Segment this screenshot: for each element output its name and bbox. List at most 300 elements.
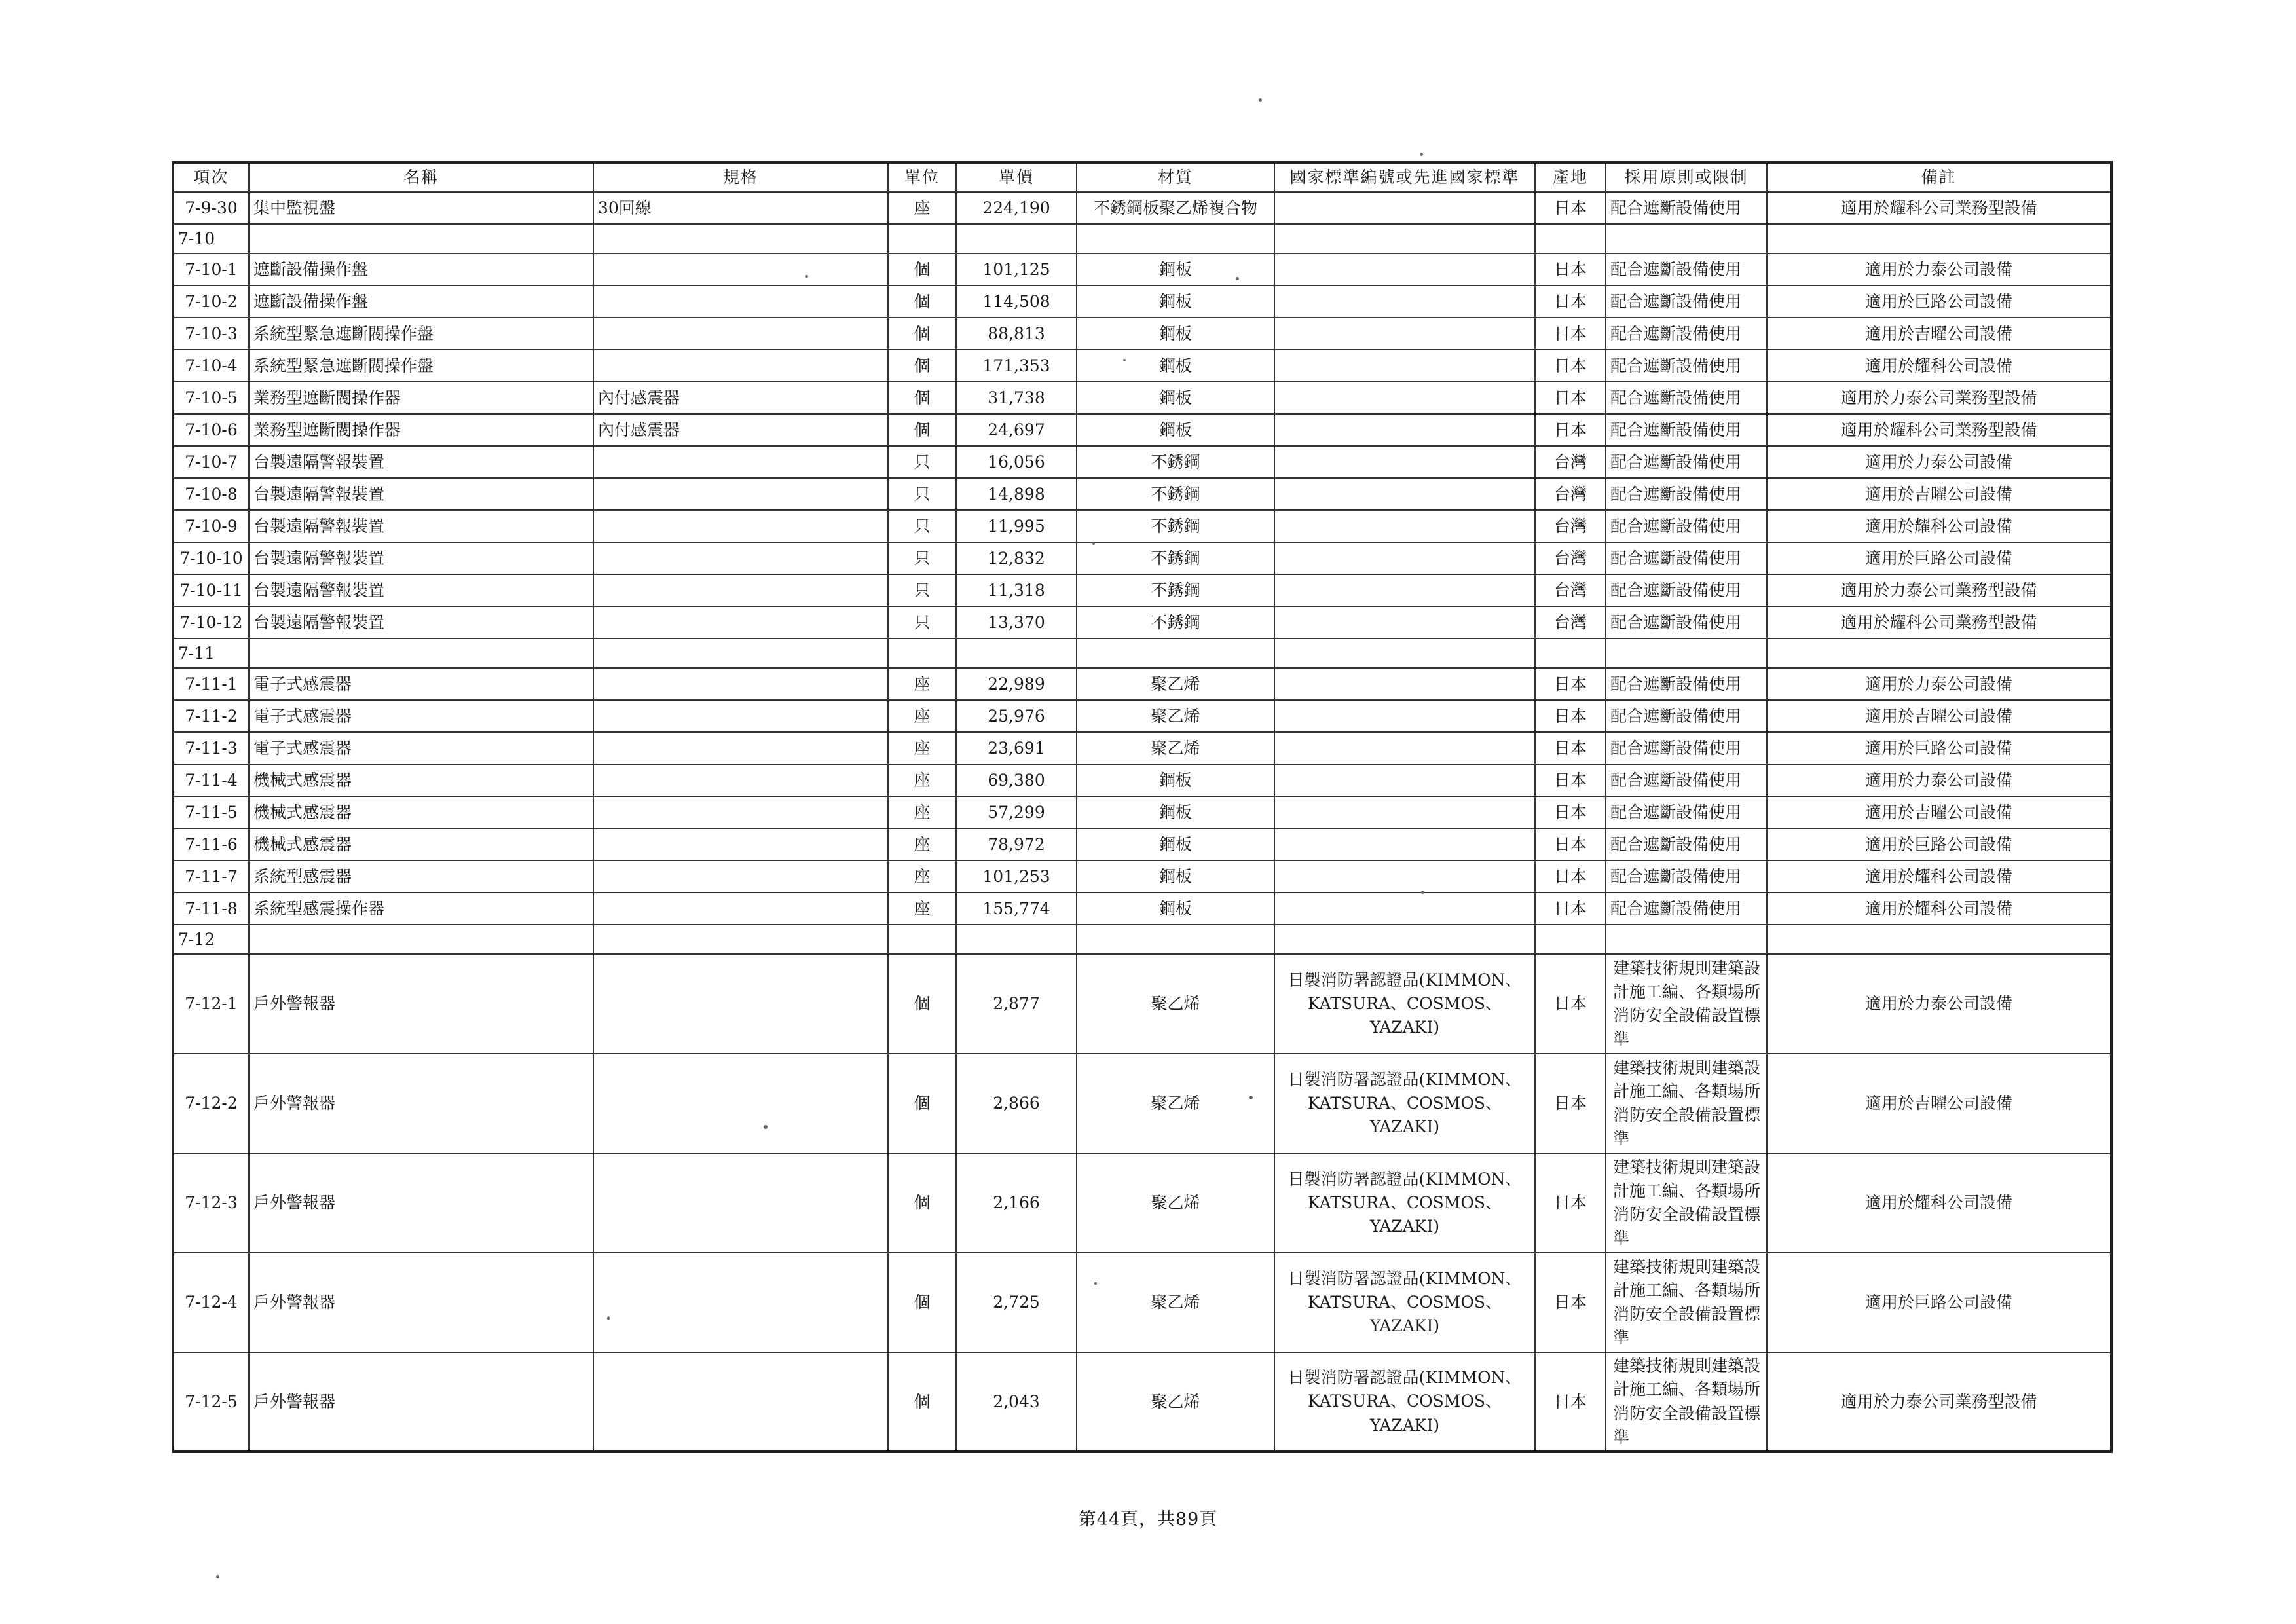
item-origin-cell: 日本: [1535, 414, 1606, 446]
item-note-cell: [1767, 925, 2111, 954]
item-material-cell: 聚乙烯: [1077, 954, 1274, 1054]
item-rule-cell: 建築技術規則建築設計施工編、各類場所消防安全設備設置標準: [1606, 1054, 1767, 1153]
item-name-cell: 台製遠隔警報裝置: [249, 606, 593, 638]
item-unit-cell: 個: [888, 253, 956, 286]
item-no-cell: 7-12-4: [173, 1253, 249, 1352]
item-no-cell: 7-10: [173, 224, 249, 253]
col-header-origin: 產地: [1535, 162, 1606, 192]
item-note-cell: 適用於巨路公司設備: [1767, 542, 2111, 574]
item-origin-cell: 台灣: [1535, 478, 1606, 510]
item-no-cell: 7-10-9: [173, 510, 249, 542]
item-rule-cell: 配合遮斷設備使用: [1606, 253, 1767, 286]
item-material-cell: 不銹鋼板聚乙烯複合物: [1077, 192, 1274, 224]
item-name-cell: 業務型遮斷閥操作器: [249, 414, 593, 446]
item-no-cell: 7-10-6: [173, 414, 249, 446]
item-price-cell: 101,125: [956, 253, 1077, 286]
scan-speck: [805, 275, 808, 278]
item-name-cell: 電子式感震器: [249, 700, 593, 732]
item-note-cell: 適用於力泰公司設備: [1767, 764, 2111, 796]
item-price-cell: 114,508: [956, 286, 1077, 318]
item-spec-cell: [593, 860, 888, 893]
item-standard-cell: 日製消防署認證品(KIMMON、KATSURA、COSMOS、YAZAKI): [1274, 954, 1535, 1054]
item-rule-cell: 配合遮斷設備使用: [1606, 192, 1767, 224]
item-price-cell: 25,976: [956, 700, 1077, 732]
item-origin-cell: 日本: [1535, 668, 1606, 700]
item-price-cell: 224,190: [956, 192, 1077, 224]
item-material-cell: 鋼板: [1077, 350, 1274, 382]
item-price-cell: 88,813: [956, 318, 1077, 350]
item-origin-cell: 日本: [1535, 318, 1606, 350]
item-note-cell: 適用於巨路公司設備: [1767, 286, 2111, 318]
item-spec-cell: [593, 954, 888, 1054]
item-name-cell: 系統型緊急遮斷閥操作盤: [249, 318, 593, 350]
item-material-cell: 聚乙烯: [1077, 1153, 1274, 1253]
item-note-cell: 適用於力泰公司設備: [1767, 446, 2111, 478]
item-price-cell: 2,725: [956, 1253, 1077, 1352]
item-origin-cell: 日本: [1535, 700, 1606, 732]
item-rule-cell: 配合遮斷設備使用: [1606, 732, 1767, 764]
item-unit-cell: 個: [888, 954, 956, 1054]
item-name-cell: 遮斷設備操作盤: [249, 253, 593, 286]
item-origin-cell: 日本: [1535, 286, 1606, 318]
table-row: [173, 828, 2111, 860]
item-origin-cell: 日本: [1535, 954, 1606, 1054]
item-origin-cell: 日本: [1535, 732, 1606, 764]
table-row: [173, 192, 2111, 224]
col-header-price: 單價: [956, 162, 1077, 192]
table-row: [173, 606, 2111, 638]
item-no-cell: 7-11-8: [173, 893, 249, 925]
item-origin-cell: 日本: [1535, 253, 1606, 286]
item-unit-cell: 座: [888, 828, 956, 860]
item-price-cell: 11,995: [956, 510, 1077, 542]
item-no-cell: 7-10-3: [173, 318, 249, 350]
item-unit-cell: 個: [888, 318, 956, 350]
item-name-cell: 電子式感震器: [249, 668, 593, 700]
item-name-cell: 台製遠隔警報裝置: [249, 542, 593, 574]
table-body: [173, 192, 2111, 1452]
item-unit-cell: 座: [888, 764, 956, 796]
item-no-cell: 7-10-12: [173, 606, 249, 638]
item-name-cell: 戶外警報器: [249, 1153, 593, 1253]
item-spec-cell: [593, 893, 888, 925]
item-note-cell: 適用於耀科公司業務型設備: [1767, 192, 2111, 224]
item-rule-cell: 配合遮斷設備使用: [1606, 414, 1767, 446]
item-standard-cell: [1274, 224, 1535, 253]
item-note-cell: 適用於力泰公司業務型設備: [1767, 1352, 2111, 1452]
item-no-cell: 7-10-8: [173, 478, 249, 510]
item-no-cell: 7-11-3: [173, 732, 249, 764]
item-name-cell: 遮斷設備操作盤: [249, 286, 593, 318]
item-unit-cell: 個: [888, 1352, 956, 1452]
item-origin-cell: [1535, 224, 1606, 253]
item-rule-cell: [1606, 925, 1767, 954]
table-row: [173, 796, 2111, 828]
item-note-cell: 適用於力泰公司設備: [1767, 668, 2111, 700]
item-material-cell: 不銹鋼: [1077, 606, 1274, 638]
item-rule-cell: 配合遮斷設備使用: [1606, 542, 1767, 574]
item-spec-cell: [593, 1352, 888, 1452]
table-row: [173, 382, 2111, 414]
item-name-cell: 系統型緊急遮斷閥操作盤: [249, 350, 593, 382]
item-standard-cell: [1274, 700, 1535, 732]
item-material-cell: 不銹鋼: [1077, 574, 1274, 606]
item-rule-cell: 配合遮斷設備使用: [1606, 764, 1767, 796]
item-material-cell: 鋼板: [1077, 764, 1274, 796]
item-origin-cell: 日本: [1535, 796, 1606, 828]
item-no-cell: 7-11-5: [173, 796, 249, 828]
item-price-cell: 2,166: [956, 1153, 1077, 1253]
item-note-cell: 適用於吉曜公司設備: [1767, 478, 2111, 510]
item-no-cell: 7-10-1: [173, 253, 249, 286]
item-origin-cell: 台灣: [1535, 510, 1606, 542]
item-material-cell: 聚乙烯: [1077, 1253, 1274, 1352]
table-row: [173, 414, 2111, 446]
item-spec-cell: 30回線: [593, 192, 888, 224]
item-spec-cell: [593, 700, 888, 732]
item-standard-cell: [1274, 764, 1535, 796]
item-name-cell: 機械式感震器: [249, 796, 593, 828]
item-spec-cell: [593, 828, 888, 860]
table-row: [173, 668, 2111, 700]
item-price-cell: 78,972: [956, 828, 1077, 860]
table-row: [173, 286, 2111, 318]
item-standard-cell: [1274, 446, 1535, 478]
item-rule-cell: [1606, 224, 1767, 253]
item-rule-cell: 配合遮斷設備使用: [1606, 893, 1767, 925]
item-note-cell: 適用於巨路公司設備: [1767, 732, 2111, 764]
item-standard-cell: 日製消防署認證品(KIMMON、KATSURA、COSMOS、YAZAKI): [1274, 1352, 1535, 1452]
item-no-cell: 7-11-1: [173, 668, 249, 700]
item-standard-cell: [1274, 542, 1535, 574]
item-origin-cell: 台灣: [1535, 542, 1606, 574]
item-note-cell: [1767, 224, 2111, 253]
item-unit-cell: [888, 925, 956, 954]
col-header-item-no: 項次: [173, 162, 249, 192]
item-origin-cell: 日本: [1535, 350, 1606, 382]
item-standard-cell: [1274, 318, 1535, 350]
item-origin-cell: 日本: [1535, 1153, 1606, 1253]
item-no-cell: 7-12-1: [173, 954, 249, 1054]
scan-speck: [1236, 277, 1239, 280]
item-unit-cell: 個: [888, 382, 956, 414]
item-origin-cell: 日本: [1535, 192, 1606, 224]
table-row: [173, 1054, 2111, 1153]
item-material-cell: 聚乙烯: [1077, 732, 1274, 764]
item-rule-cell: 配合遮斷設備使用: [1606, 510, 1767, 542]
table-row: [173, 446, 2111, 478]
item-spec-cell: [593, 606, 888, 638]
item-price-cell: 14,898: [956, 478, 1077, 510]
item-price-cell: 2,043: [956, 1352, 1077, 1452]
item-name-cell: 戶外警報器: [249, 1054, 593, 1153]
item-name-cell: 戶外警報器: [249, 1352, 593, 1452]
item-origin-cell: [1535, 638, 1606, 668]
item-price-cell: [956, 925, 1077, 954]
col-header-spec: 規格: [593, 162, 888, 192]
item-name-cell: 台製遠隔警報裝置: [249, 446, 593, 478]
table-row: [173, 253, 2111, 286]
item-unit-cell: 個: [888, 1153, 956, 1253]
table-row: [173, 893, 2111, 925]
col-header-note: 備註: [1767, 162, 2111, 192]
item-rule-cell: [1606, 638, 1767, 668]
item-spec-cell: 內付感震器: [593, 414, 888, 446]
header-row: [173, 162, 2111, 192]
scan-speck: [764, 1125, 768, 1129]
item-material-cell: 不銹鋼: [1077, 542, 1274, 574]
item-price-cell: 171,353: [956, 350, 1077, 382]
item-price-cell: 69,380: [956, 764, 1077, 796]
item-note-cell: 適用於巨路公司設備: [1767, 1253, 2111, 1352]
item-unit-cell: 個: [888, 414, 956, 446]
item-no-cell: 7-11-7: [173, 860, 249, 893]
item-material-cell: 聚乙烯: [1077, 1352, 1274, 1452]
item-rule-cell: 配合遮斷設備使用: [1606, 606, 1767, 638]
table-row: [173, 1153, 2111, 1253]
item-name-cell: 台製遠隔警報裝置: [249, 478, 593, 510]
item-price-cell: 12,832: [956, 542, 1077, 574]
item-spec-cell: [593, 253, 888, 286]
item-no-cell: 7-12-2: [173, 1054, 249, 1153]
item-standard-cell: [1274, 510, 1535, 542]
item-price-cell: 57,299: [956, 796, 1077, 828]
item-unit-cell: 座: [888, 893, 956, 925]
item-rule-cell: 配合遮斷設備使用: [1606, 478, 1767, 510]
item-price-cell: 11,318: [956, 574, 1077, 606]
item-note-cell: 適用於耀科公司設備: [1767, 860, 2111, 893]
item-material-cell: [1077, 638, 1274, 668]
item-price-cell: 16,056: [956, 446, 1077, 478]
item-no-cell: 7-12-3: [173, 1153, 249, 1253]
item-origin-cell: 日本: [1535, 1352, 1606, 1452]
item-unit-cell: 個: [888, 1054, 956, 1153]
item-unit-cell: 個: [888, 1253, 956, 1352]
group-row: [173, 638, 2111, 668]
table-row: [173, 478, 2111, 510]
item-spec-cell: [593, 925, 888, 954]
item-name-cell: 機械式感震器: [249, 828, 593, 860]
table-row: [173, 860, 2111, 893]
item-unit-cell: 只: [888, 510, 956, 542]
item-material-cell: 鋼板: [1077, 382, 1274, 414]
item-no-cell: 7-10-10: [173, 542, 249, 574]
item-standard-cell: [1274, 828, 1535, 860]
item-spec-cell: [593, 764, 888, 796]
item-standard-cell: [1274, 574, 1535, 606]
item-rule-cell: 配合遮斷設備使用: [1606, 350, 1767, 382]
item-price-cell: 24,697: [956, 414, 1077, 446]
item-note-cell: 適用於力泰公司設備: [1767, 954, 2111, 1054]
scan-speck: [216, 1575, 219, 1578]
item-material-cell: 鋼板: [1077, 796, 1274, 828]
item-price-cell: [956, 224, 1077, 253]
item-no-cell: 7-10-2: [173, 286, 249, 318]
table-row: [173, 542, 2111, 574]
item-note-cell: 適用於吉曜公司設備: [1767, 1054, 2111, 1153]
item-rule-cell: 建築技術規則建築設計施工編、各類場所消防安全設備設置標準: [1606, 1253, 1767, 1352]
item-no-cell: 7-9-30: [173, 192, 249, 224]
item-spec-cell: [593, 732, 888, 764]
table-row: [173, 1253, 2111, 1352]
item-spec-cell: [593, 446, 888, 478]
item-material-cell: 鋼板: [1077, 414, 1274, 446]
item-note-cell: 適用於吉曜公司設備: [1767, 796, 2111, 828]
item-note-cell: 適用於耀科公司設備: [1767, 350, 2111, 382]
item-note-cell: 適用於耀科公司設備: [1767, 510, 2111, 542]
table-row: [173, 318, 2111, 350]
group-row: [173, 224, 2111, 253]
item-no-cell: 7-10-5: [173, 382, 249, 414]
table-row: [173, 1352, 2111, 1452]
item-standard-cell: 日製消防署認證品(KIMMON、KATSURA、COSMOS、YAZAKI): [1274, 1054, 1535, 1153]
scan-speck: [607, 1316, 610, 1320]
col-header-unit: 單位: [888, 162, 956, 192]
item-name-cell: [249, 638, 593, 668]
item-name-cell: 戶外警報器: [249, 1253, 593, 1352]
item-standard-cell: [1274, 350, 1535, 382]
item-name-cell: 台製遠隔警報裝置: [249, 510, 593, 542]
item-spec-cell: [593, 668, 888, 700]
item-unit-cell: 只: [888, 606, 956, 638]
scan-speck: [1421, 891, 1424, 894]
item-standard-cell: [1274, 606, 1535, 638]
item-standard-cell: [1274, 893, 1535, 925]
item-material-cell: 不銹鋼: [1077, 446, 1274, 478]
item-rule-cell: 配合遮斷設備使用: [1606, 828, 1767, 860]
item-note-cell: 適用於耀科公司業務型設備: [1767, 606, 2111, 638]
item-name-cell: 系統型感震器: [249, 860, 593, 893]
item-material-cell: 鋼板: [1077, 828, 1274, 860]
item-standard-cell: [1274, 925, 1535, 954]
item-standard-cell: [1274, 796, 1535, 828]
item-rule-cell: 建築技術規則建築設計施工編、各類場所消防安全設備設置標準: [1606, 1352, 1767, 1452]
table-row: [173, 510, 2111, 542]
item-unit-cell: 個: [888, 350, 956, 382]
page-number: 第44頁，共89頁: [1078, 1509, 1218, 1530]
item-no-cell: 7-10-7: [173, 446, 249, 478]
item-unit-cell: [888, 224, 956, 253]
item-no-cell: 7-11-6: [173, 828, 249, 860]
item-no-cell: 7-12: [173, 925, 249, 954]
item-unit-cell: 個: [888, 286, 956, 318]
table-row: [173, 574, 2111, 606]
item-unit-cell: 座: [888, 732, 956, 764]
scan-speck: [1249, 1096, 1253, 1099]
item-note-cell: 適用於力泰公司設備: [1767, 253, 2111, 286]
col-header-material: 材質: [1077, 162, 1274, 192]
item-no-cell: 7-10-4: [173, 350, 249, 382]
item-unit-cell: 座: [888, 668, 956, 700]
item-rule-cell: 配合遮斷設備使用: [1606, 286, 1767, 318]
item-note-cell: 適用於耀科公司設備: [1767, 1153, 2111, 1253]
item-material-cell: [1077, 224, 1274, 253]
item-price-cell: 101,253: [956, 860, 1077, 893]
item-origin-cell: 台灣: [1535, 606, 1606, 638]
item-origin-cell: 日本: [1535, 828, 1606, 860]
item-note-cell: 適用於力泰公司業務型設備: [1767, 574, 2111, 606]
item-note-cell: [1767, 638, 2111, 668]
item-material-cell: [1077, 925, 1274, 954]
item-spec-cell: [593, 1054, 888, 1153]
item-unit-cell: 座: [888, 796, 956, 828]
item-standard-cell: [1274, 638, 1535, 668]
item-material-cell: 聚乙烯: [1077, 1054, 1274, 1153]
scan-speck: [1123, 359, 1126, 361]
table-row: [173, 954, 2111, 1054]
item-name-cell: [249, 925, 593, 954]
item-origin-cell: 日本: [1535, 1253, 1606, 1352]
item-name-cell: 集中監視盤: [249, 192, 593, 224]
item-note-cell: 適用於吉曜公司設備: [1767, 318, 2111, 350]
item-unit-cell: 座: [888, 192, 956, 224]
col-header-name: 名稱: [249, 162, 593, 192]
item-name-cell: 業務型遮斷閥操作器: [249, 382, 593, 414]
item-no-cell: 7-11-4: [173, 764, 249, 796]
item-name-cell: 台製遠隔警報裝置: [249, 574, 593, 606]
item-price-cell: 31,738: [956, 382, 1077, 414]
scan-speck: [1259, 98, 1262, 101]
item-name-cell: 機械式感震器: [249, 764, 593, 796]
item-spec-cell: [593, 1153, 888, 1253]
item-material-cell: 不銹鋼: [1077, 510, 1274, 542]
table-row: [173, 700, 2111, 732]
item-unit-cell: 只: [888, 478, 956, 510]
item-rule-cell: 配合遮斷設備使用: [1606, 700, 1767, 732]
item-standard-cell: 日製消防署認證品(KIMMON、KATSURA、COSMOS、YAZAKI): [1274, 1253, 1535, 1352]
item-price-cell: 2,866: [956, 1054, 1077, 1153]
item-standard-cell: [1274, 668, 1535, 700]
item-origin-cell: 台灣: [1535, 574, 1606, 606]
item-spec-cell: [593, 574, 888, 606]
item-spec-cell: [593, 796, 888, 828]
item-spec-cell: [593, 478, 888, 510]
item-price-cell: 22,989: [956, 668, 1077, 700]
item-standard-cell: 日製消防署認證品(KIMMON、KATSURA、COSMOS、YAZAKI): [1274, 1153, 1535, 1253]
item-unit-cell: 座: [888, 700, 956, 732]
item-note-cell: 適用於巨路公司設備: [1767, 828, 2111, 860]
item-name-cell: 系統型感震操作器: [249, 893, 593, 925]
item-unit-cell: 只: [888, 574, 956, 606]
table-row: [173, 764, 2111, 796]
item-origin-cell: [1535, 925, 1606, 954]
item-spec-cell: [593, 542, 888, 574]
item-name-cell: [249, 224, 593, 253]
col-header-rule: 採用原則或限制: [1606, 162, 1767, 192]
item-rule-cell: 配合遮斷設備使用: [1606, 574, 1767, 606]
item-price-cell: 23,691: [956, 732, 1077, 764]
item-spec-cell: [593, 510, 888, 542]
group-row: [173, 925, 2111, 954]
item-standard-cell: [1274, 253, 1535, 286]
item-material-cell: 鋼板: [1077, 860, 1274, 893]
item-material-cell: 鋼板: [1077, 318, 1274, 350]
item-unit-cell: 座: [888, 860, 956, 893]
item-standard-cell: [1274, 732, 1535, 764]
price-table: [172, 161, 2113, 1453]
item-unit-cell: [888, 638, 956, 668]
item-rule-cell: 配合遮斷設備使用: [1606, 446, 1767, 478]
item-standard-cell: [1274, 192, 1535, 224]
item-note-cell: 適用於力泰公司業務型設備: [1767, 382, 2111, 414]
item-rule-cell: 配合遮斷設備使用: [1606, 382, 1767, 414]
item-origin-cell: 日本: [1535, 1054, 1606, 1153]
item-standard-cell: [1274, 414, 1535, 446]
item-price-cell: [956, 638, 1077, 668]
item-rule-cell: 配合遮斷設備使用: [1606, 860, 1767, 893]
item-standard-cell: [1274, 286, 1535, 318]
item-material-cell: 鋼板: [1077, 893, 1274, 925]
